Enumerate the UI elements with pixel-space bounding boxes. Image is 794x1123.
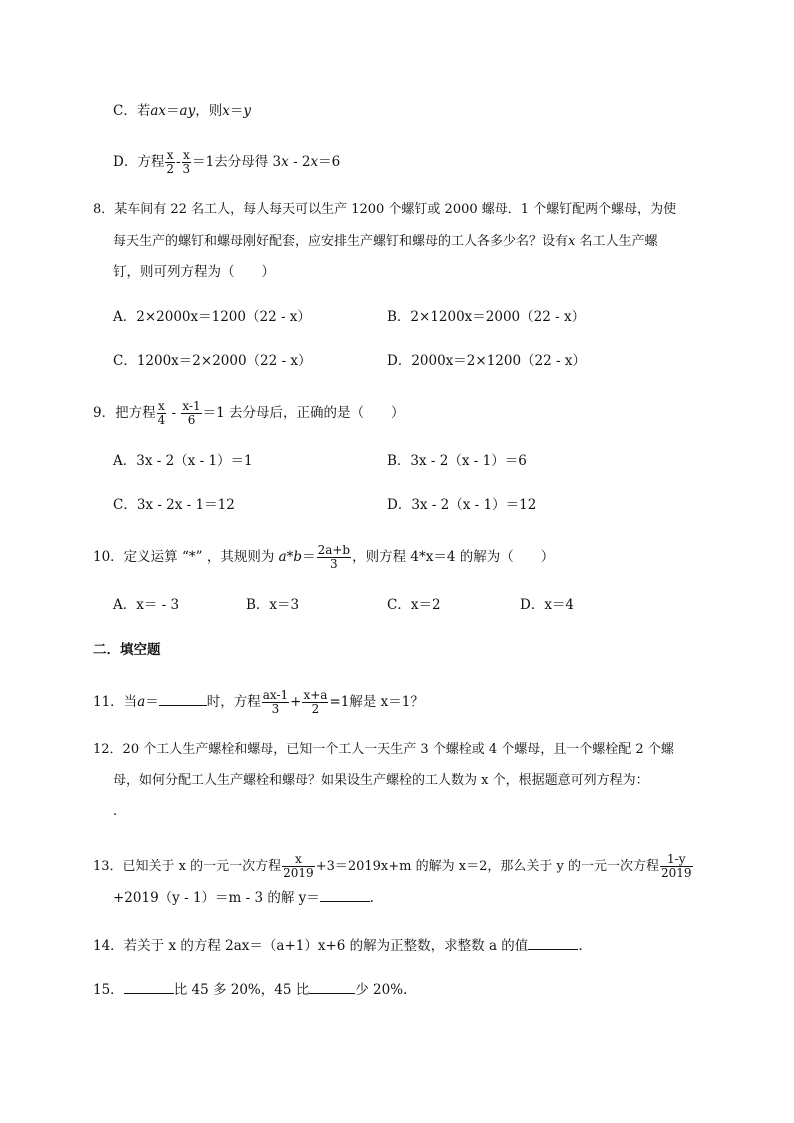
q10-option-b: B．x＝3 (246, 597, 300, 613)
q7-d-rest2: - 2 (288, 154, 311, 170)
q7-d-f1-num: x (166, 148, 174, 162)
q9-option-d: D．3x - 2（x - 1）＝12 (387, 497, 537, 513)
q13-l2a: +2019（y - 1）＝m - 3 的解 y＝ (113, 890, 320, 906)
q7-d-x1: x (281, 154, 289, 170)
q12-line-2: 母，如何分配工人生产螺栓和螺母？如果设生产螺栓的工人数为 x 个，根据题意可列方程为： (113, 773, 649, 788)
q11-fraction-1 (262, 689, 289, 716)
q15-stem (93, 979, 407, 1000)
q9-f2-num: x-1 (182, 399, 201, 413)
q14-answer-blank[interactable] (528, 935, 578, 950)
q7-d-minus: - (175, 154, 181, 170)
q13-fraction-2 (660, 853, 693, 880)
q13-f1-den: 2019 (283, 866, 314, 880)
q15-mid: 比 45 多 20%，45 比 (173, 982, 310, 998)
q10-f-den: 3 (330, 557, 338, 571)
q15-post: 少 20%. (355, 982, 408, 998)
q11-plus: + (290, 694, 302, 710)
q14-pre: 14．若关于 x 的方程 2ax＝（a+1）x+6 的解为正整数，求整数 a 的值 (93, 938, 529, 954)
q10-stem (93, 544, 554, 571)
q9-pre: 9．把方程 (93, 405, 156, 421)
q9-minus: - (167, 405, 181, 421)
q12-line-3: ． (113, 803, 127, 819)
q9-option-b: B．3x - 2（x - 1）＝6 (387, 453, 527, 469)
q13-f2-den: 2019 (660, 866, 692, 880)
q13-pre: 13．已知关于 x 的一元一次方程 (93, 859, 282, 874)
q7-d-rest1: ＝1去分母得 3 (192, 154, 282, 170)
q7-c-then: ，则 (195, 103, 223, 119)
q8-option-d: D．2000x＝2×1200（22 - x） (387, 353, 586, 369)
q7-d-x2: x (310, 154, 319, 170)
q10-option-c: C．x＝2 (387, 597, 441, 613)
q10-post: ，则方程 4*x＝4 的解为（ ） (352, 549, 555, 565)
q7-d-label: D．方程 (113, 154, 165, 170)
q8-line-2b: 名工人生产螺 (575, 234, 658, 249)
q8-line-3: 钉，则可列方程为（ ） (113, 264, 275, 280)
q11-mid: 时，方程 (206, 694, 261, 710)
q7-d-f2-den: 3 (182, 162, 191, 176)
q7-d-f2-num: x (182, 148, 190, 162)
q9-stem (93, 400, 405, 427)
q13-mid: +3＝2019x+m 的解为 x＝2，那么关于 y 的一元一次方程 (315, 859, 659, 874)
q8-option-b: B．2×1200x＝2000（22 - x） (387, 309, 586, 325)
q12-line-1: 12．20 个工人生产螺栓和螺母，已知一个工人一天生产 3 个螺栓或 4 个螺母，且一个螺栓配 2 个螺 (93, 742, 674, 757)
q7-c-eq2: ＝ (229, 103, 244, 119)
q11-f2-num: x+a (303, 688, 328, 702)
q9-post: ＝1 去分母后，正确的是（ ） (202, 405, 405, 421)
q15-answer-blank-2[interactable] (309, 979, 355, 994)
q7-c-x: x (222, 103, 230, 119)
q11-a: a (137, 694, 146, 710)
q9-f1-num: x (158, 399, 165, 413)
q8-line-2a: 每天生产的螺钉和螺母刚好配套，应安排生产螺钉和螺母的工人各多少名？设有 (113, 234, 569, 249)
q7-d-fraction-1 (165, 149, 175, 176)
q15-pre: 15． (93, 982, 124, 998)
q10-f-num: 2a+b (317, 543, 351, 557)
q8-line-2 (113, 232, 658, 252)
q11-answer-blank[interactable] (159, 691, 207, 706)
q9-fraction-1 (157, 400, 167, 427)
q10-ab: a*b (278, 549, 303, 565)
q11-eq: ＝ (145, 694, 159, 710)
q13-f1-num: x (282, 853, 315, 867)
q7-c-ay: ay (179, 103, 196, 119)
q7-c-ax: ax (150, 103, 167, 119)
q7-d-rest3: ＝6 (318, 154, 341, 170)
q10-fraction (317, 544, 352, 571)
q8-option-c: C．1200x＝2×2000（22 - x） (113, 353, 312, 369)
q10-eq: ＝ (302, 549, 316, 565)
q10-option-d: D．x＝4 (520, 597, 575, 613)
q11-f1-den: 3 (271, 702, 280, 716)
q11-fraction-2 (302, 689, 328, 716)
q9-option-c: C．3x - 2x - 1＝12 (113, 497, 235, 513)
q9-f2-den: 6 (187, 413, 196, 427)
q14-post: ． (578, 938, 592, 954)
q11-f2-den: 2 (311, 702, 320, 716)
q7-option-d (113, 149, 340, 176)
q7-d-fraction-2 (182, 149, 192, 176)
q8-line-1: 8．某车间有 22 名工人，每人每天可以生产 1200 个螺钉或 2000 螺母．1 个螺钉配两个螺母，为使 (93, 202, 677, 217)
q11-stem (93, 689, 424, 716)
q11-f1-num: ax-1 (262, 688, 289, 702)
q13-f2-num: 1-y (660, 853, 693, 867)
q9-f1-den: 4 (157, 413, 166, 427)
q11-pre: 11．当 (93, 694, 138, 710)
q9-fraction-2 (181, 400, 201, 427)
q13-answer-blank[interactable] (320, 887, 370, 902)
q7-option-c (113, 101, 251, 121)
q13-line-1 (93, 853, 694, 880)
q8-line-2-x: x (568, 234, 576, 249)
q14-stem (93, 935, 592, 956)
section-title-fill-in: 二．填空题 (93, 642, 161, 658)
q10-option-a: A．x＝ - 3 (113, 597, 180, 613)
q13-l2b: ． (369, 890, 384, 906)
q7-d-f1-den: 2 (166, 162, 174, 176)
q7-c-y: y (243, 103, 251, 119)
q15-answer-blank-1[interactable] (124, 979, 174, 994)
q11-post: =1解是 x＝1？ (329, 694, 424, 710)
q10-pre: 10．定义运算 “*” ，其规则为 (93, 549, 279, 565)
q8-option-a: A．2×2000x＝1200（22 - x） (113, 309, 311, 325)
q7-c-eq: ＝ (166, 103, 180, 119)
q13-line-2 (113, 887, 383, 908)
q9-option-a: A．3x - 2（x - 1）＝1 (113, 453, 253, 469)
q13-fraction-1 (282, 853, 315, 880)
q7-c-label: C．若 (113, 103, 151, 119)
